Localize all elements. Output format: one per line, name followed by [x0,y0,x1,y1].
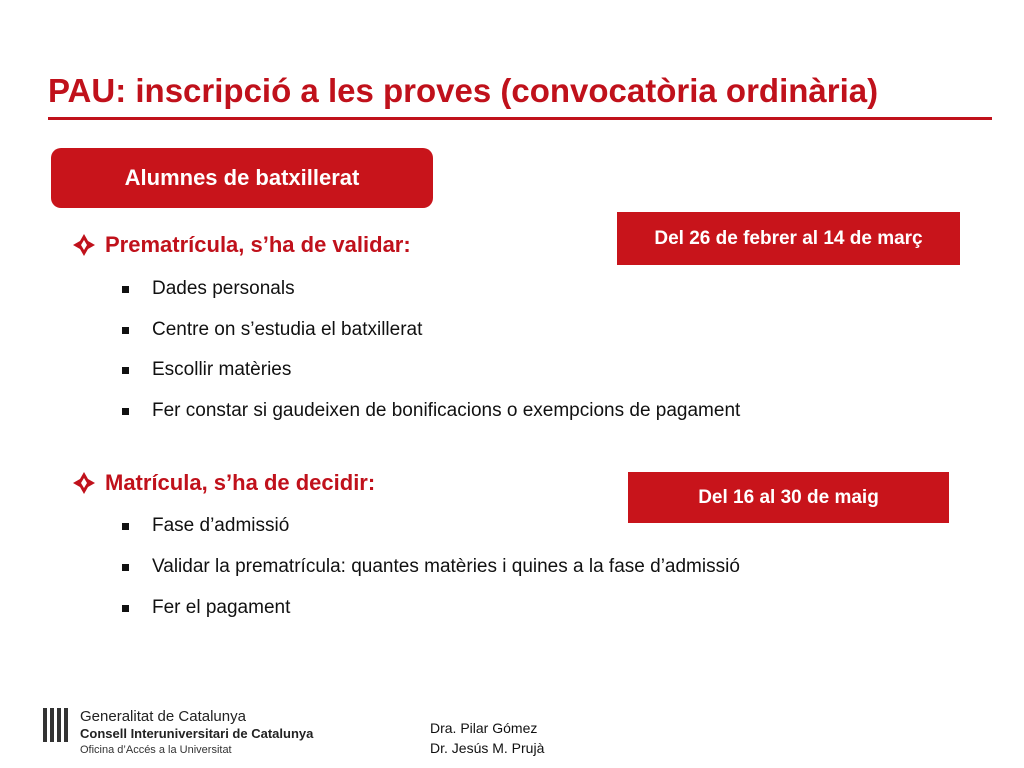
list-item-text: Escollir matèries [152,359,292,380]
list-item [122,515,289,537]
square-bullet-icon [122,327,129,334]
prematricula-date: Del 26 de febrer al 14 de març [654,227,923,249]
list-item [122,319,422,341]
author-2: Dr. Jesús M. Prujà [430,740,545,756]
matricula-date-box [628,472,949,523]
matricula-date: Del 16 al 30 de maig [698,486,879,508]
square-bullet-icon [122,564,129,571]
diamond-bullet-icon [73,472,95,494]
author-1: Dra. Pilar Gómez [430,720,538,736]
list-item-text: Centre on s’estudia el batxillerat [152,319,423,340]
list-item [122,597,290,619]
square-bullet-icon [122,523,129,530]
list-item [122,556,740,578]
list-item-text: Fase d’admissió [152,515,290,536]
prematricula-heading-text: Prematrícula, s’ha de validar: [105,232,411,257]
slide-title: PAU: inscripció a les proves (convocatòria ordinària) [48,72,879,109]
square-bullet-icon [122,408,129,415]
list-item-text: Fer constar si gaudeixen de bonificacions o exempcions de pagament [152,400,741,421]
square-bullet-icon [122,605,129,612]
generalitat-logo-icon [42,707,69,743]
prematricula-heading [73,232,411,258]
list-item-text: Dades personals [152,278,295,299]
matricula-heading [73,470,375,496]
prematricula-date-box [617,212,960,265]
footer-organization [80,708,313,759]
list-item-text: Fer el pagament [152,597,291,618]
title-divider [48,117,992,120]
org-name: Generalitat de Catalunya [80,708,246,725]
square-bullet-icon [122,367,129,374]
square-bullet-icon [122,286,129,293]
org-office: Oficina d’Accés a la Universitat [80,744,232,756]
footer-authors [430,718,544,758]
matricula-heading-text: Matrícula, s’ha de decidir: [105,470,376,495]
org-council: Consell Interuniversitari de Catalunya [80,726,314,741]
diamond-bullet-icon [73,234,95,256]
audience-tab-label: Alumnes de batxillerat [124,165,360,190]
audience-tab [51,148,433,208]
list-item-text: Validar la prematrícula: quantes matèries i quines a la fase d’admissió [152,556,740,577]
list-item [122,278,295,300]
list-item [122,359,291,381]
list-item [122,400,740,422]
